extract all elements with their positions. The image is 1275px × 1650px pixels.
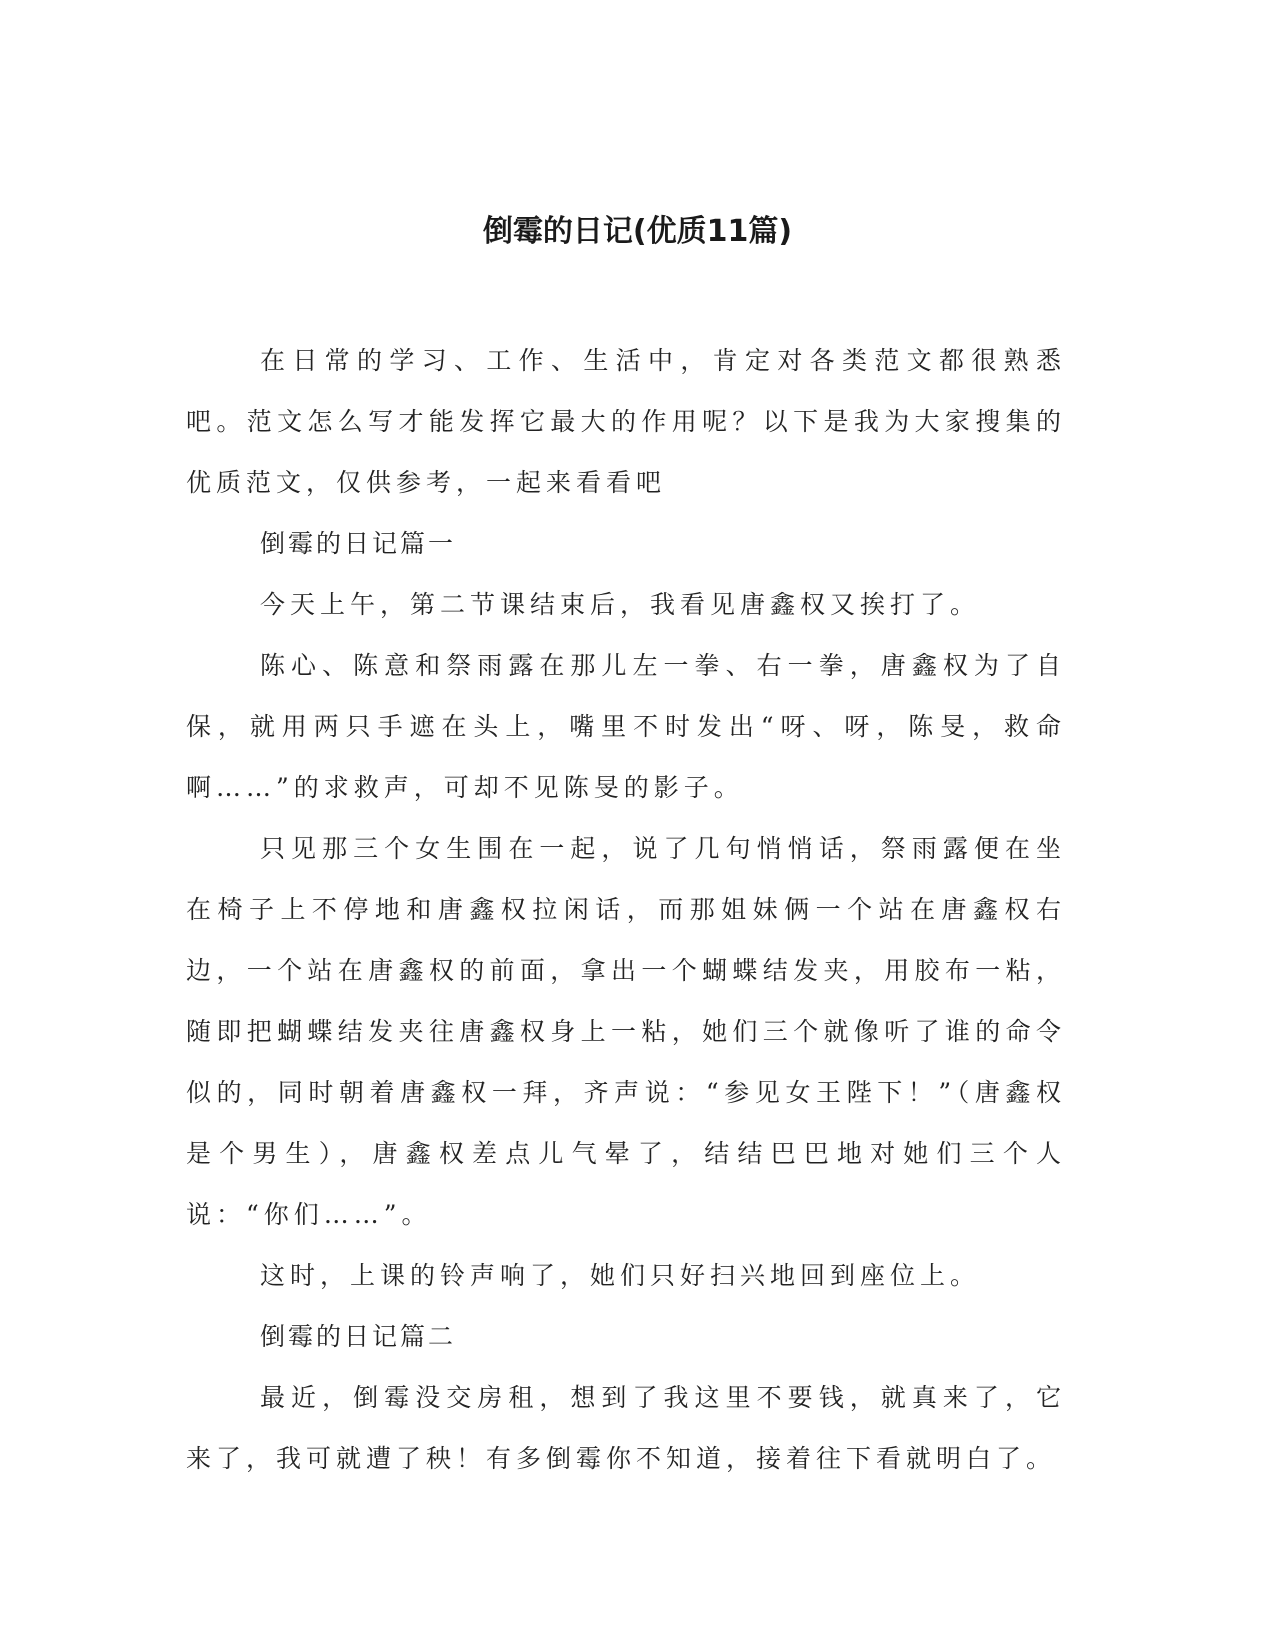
paragraph: 今天上午，第二节课结束后，我看见唐鑫权又挨打了。 [260,590,981,619]
paragraph: 只见那三个女生围在一起，说了几句悄悄话，祭雨露便在坐在椅子上不停地和唐鑫权拉闲话，而那姐妹俩一个站在唐鑫权右边，一个站在唐鑫权的前面，拿出一个蝴蝶结发夹，用胶布一粘，随即把蝴蝶结发夹往唐鑫权身上一粘，她们三个就像听了谁的命令似的，同时朝着唐鑫权一拜，齐声说：“参见女王陛下！”（唐鑫权是个男生），唐鑫权差点儿气晕了，结结巴巴地对她们三个人说：“你们……”。 [186,834,1066,1229]
section-heading-2: 倒霉的日记篇二 [260,1322,457,1351]
paragraph: 这时，上课的铃声响了，她们只好扫兴地回到座位上。 [260,1261,981,1290]
paragraph: 最近，倒霉没交房租，想到了我这里不要钱，就真来了，它来了，我可就遭了秧！有多倒霉你不知道，接着往下看就明白了。 [186,1383,1066,1473]
document-body [186,330,1066,1489]
paragraph: 陈心、陈意和祭雨露在那儿左一拳、右一拳，唐鑫权为了自保，就用两只手遮在头上，嘴里不时发出“呀、呀，陈旻，救命啊……”的求救声，可却不见陈旻的影子。 [186,651,1066,802]
document-title: 倒霉的日记(优质11篇) [482,214,793,249]
intro-paragraph: 在日常的学习、工作、生活中，肯定对各类范文都很熟悉吧。范文怎么写才能发挥它最大的作用呢？以下是我为大家搜集的优质范文，仅供参考，一起来看看吧 [186,346,1066,497]
section-heading-1: 倒霉的日记篇一 [260,529,457,558]
